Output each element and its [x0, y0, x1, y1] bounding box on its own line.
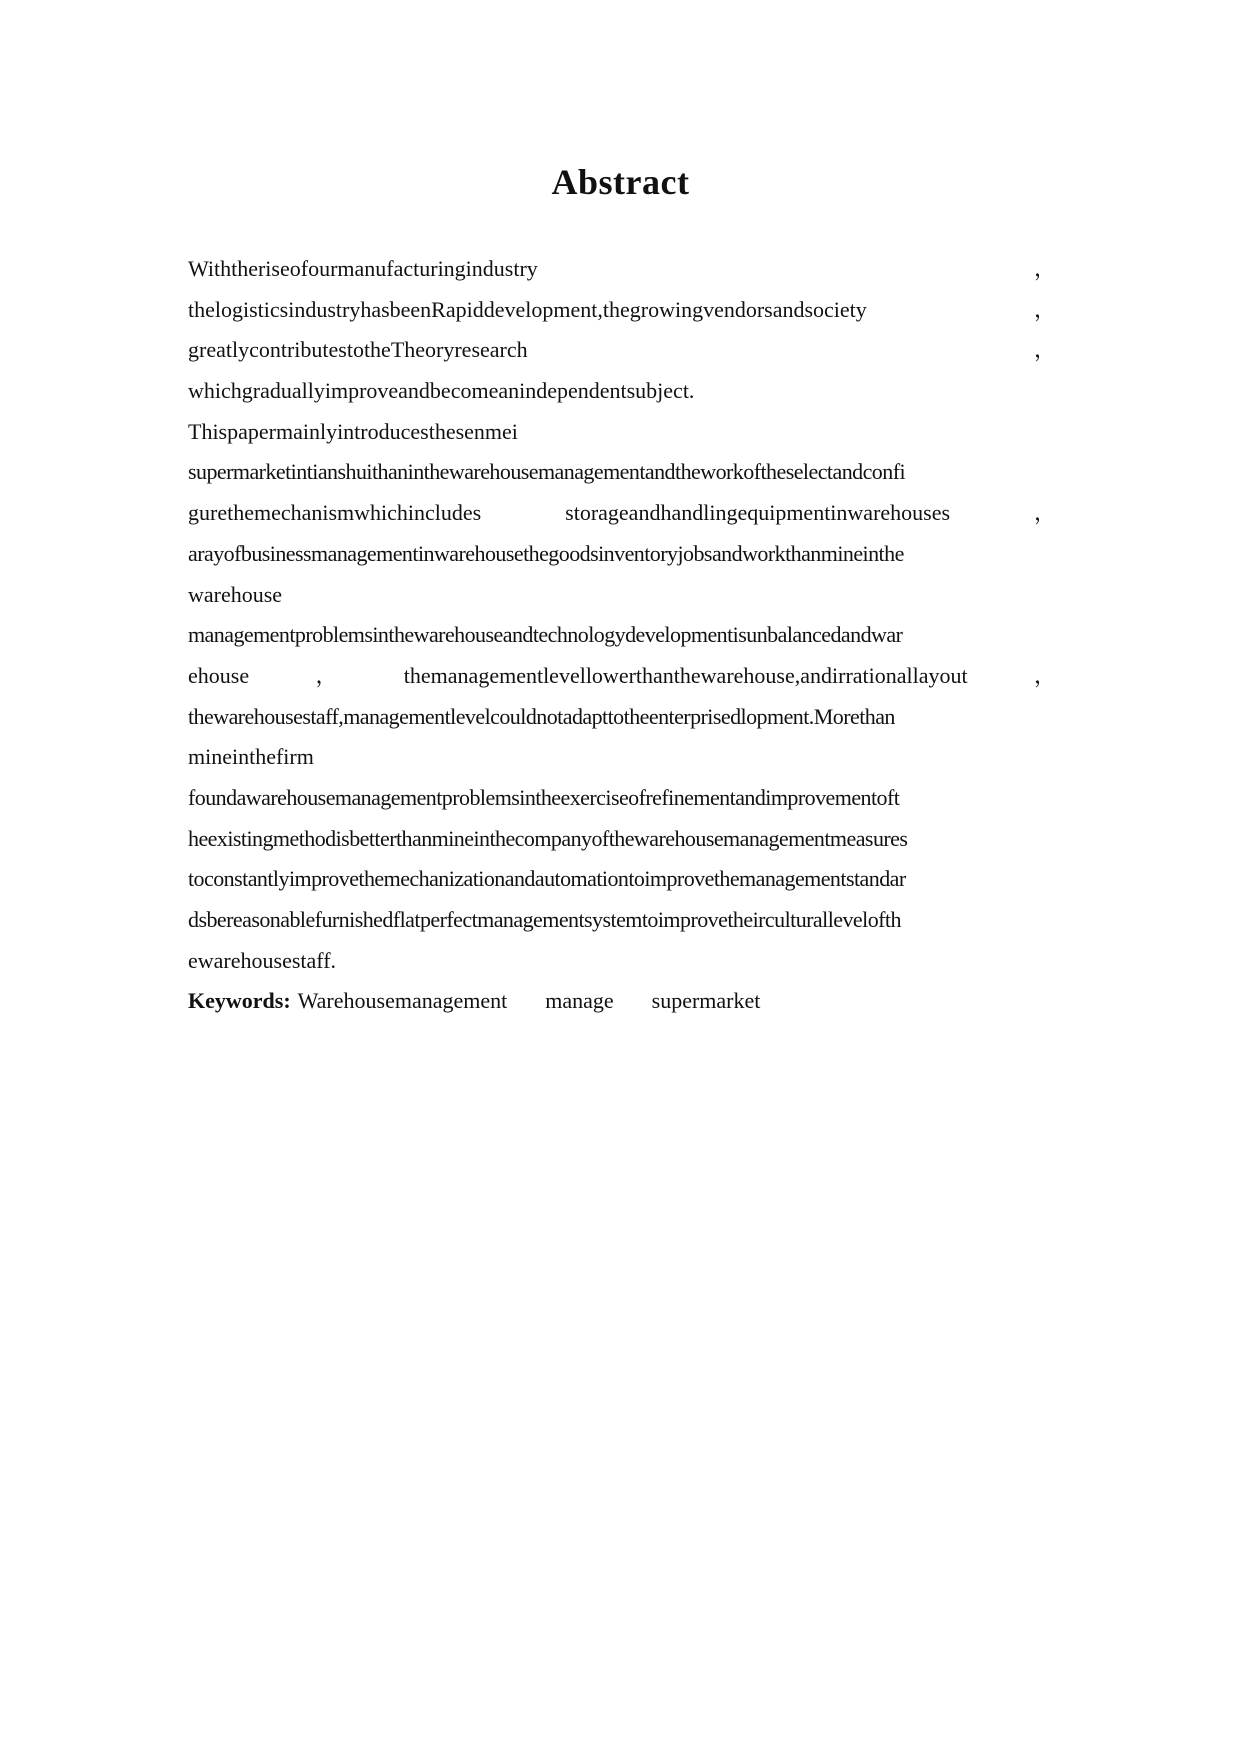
abstract-text-segment: managementproblemsinthewarehouseandtechnologydevelopmentisunbalancedandwar: [188, 622, 903, 648]
abstract-text-segment: Withtheriseofourmanufacturingindustry: [188, 256, 538, 281]
abstract-line: [188, 941, 1056, 982]
abstract-line: [188, 493, 1056, 534]
keyword-item: Warehousemanagement: [297, 988, 508, 1014]
abstract-text-segment: warehouse: [188, 581, 283, 607]
abstract-text-segment: heexistingmethodisbetterthanmineinthecompanyofthewarehousemanagementmeasures: [188, 825, 908, 851]
abstract-line: [188, 697, 1056, 738]
abstract-text-segment: ，: [1033, 337, 1056, 363]
abstract-line: [188, 615, 1056, 656]
abstract-line: [188, 412, 1056, 453]
abstract-line: [188, 290, 1056, 331]
abstract-text-segment: supermarketintianshuithaninthewarehousemanagementandtheworkoftheselectandconfi: [188, 459, 906, 485]
abstract-line: [188, 452, 1056, 493]
abstract-text-segment: themanagementlevellowerthanthewarehouse,andirrationallayout: [403, 662, 968, 688]
keywords-line: [188, 981, 1056, 1022]
abstract-line: [188, 249, 1056, 290]
abstract-text-segment: mineinthefirm: [188, 744, 314, 770]
abstract-text-segment: ，: [1033, 500, 1056, 526]
abstract-title: Abstract: [551, 162, 690, 202]
abstract-line: [188, 900, 1056, 941]
abstract-line: [188, 330, 1056, 371]
abstract-text-segment: ，: [1033, 662, 1056, 688]
abstract-text-segment: ehouse: [188, 662, 250, 688]
abstract-text-segment: greatlycontributestotheTheoryresearch: [188, 337, 528, 363]
abstract-text-segment: ，: [1033, 296, 1056, 322]
abstract-text-segment: gurethemechanismwhichincludes: [188, 500, 482, 526]
abstract-body: [188, 249, 1056, 1022]
abstract-line: [188, 778, 1056, 819]
abstract-text-segment: arayofbusinessmanagementinwarehousethegoodsinventoryjobsandworkthanmineinthe: [188, 540, 904, 566]
keyword-item: supermarket: [651, 988, 761, 1014]
abstract-line: [188, 575, 1056, 616]
abstract-line: [188, 737, 1056, 778]
abstract-text-segment: foundawarehousemanagementproblemsintheexerciseofrefinementandimprovementoft: [188, 784, 900, 810]
abstract-text-segment: Thispapermainlyintroducesthesenmei: [188, 418, 518, 444]
abstract-line: [188, 859, 1056, 900]
abstract-text-segment: thelogisticsindustryhasbeenRapiddevelopment,thegrowingvendorsandsociety: [188, 296, 867, 322]
abstract-text-segment: storageandhandlingequipmentinwarehouses: [565, 500, 951, 526]
abstract-text-segment: ewarehousestaff.: [188, 947, 337, 973]
abstract-line: [188, 819, 1056, 860]
abstract-text-segment: whichgraduallyimproveandbecomeanindependentsubject.: [188, 378, 695, 404]
abstract-text-segment: dsbereasonablefurnishedflatperfectmanagementsystemtoimprovetheirculturallevelofth: [188, 907, 901, 932]
keywords-label: Keywords:: [188, 988, 291, 1014]
abstract-line: [188, 656, 1056, 697]
abstract-text-segment: ，: [1033, 256, 1056, 281]
abstract-text-segment: thewarehousestaff,managementlevelcouldnotadapttotheenterprisedlopment.Morethan: [188, 703, 895, 729]
abstract-text-segment: ，: [315, 662, 338, 688]
abstract-line: [188, 371, 1056, 412]
abstract-line: [188, 534, 1056, 575]
keyword-item: manage: [545, 988, 614, 1014]
abstract-text-segment: toconstantlyimprovethemechanizationandautomationtoimprovethemanagementstandar: [188, 866, 906, 892]
